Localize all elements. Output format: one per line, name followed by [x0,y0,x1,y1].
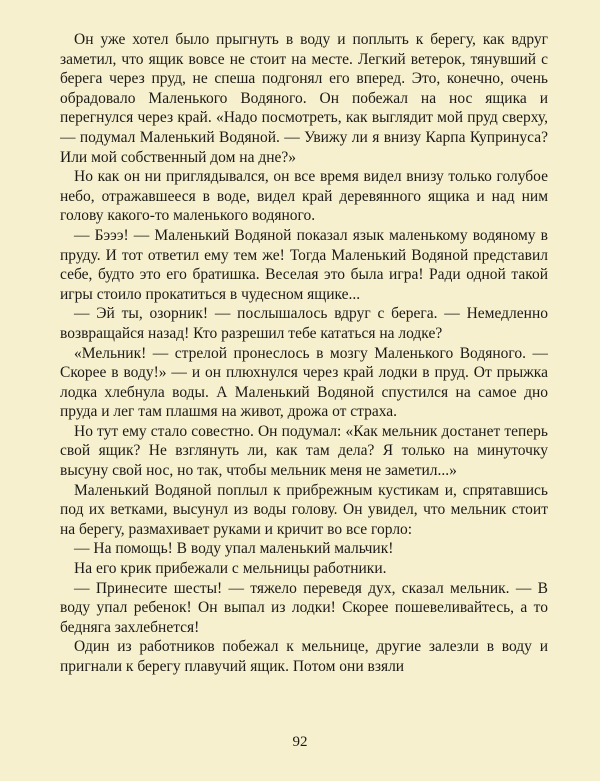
paragraph-1: Он уже хотел было прыгнуть в воду и поплыть к берегу, как вдруг заметил, что ящик вовсе не стоит на месте. Легкий ветерок, тянувший с берега через пруд, не спеша подгонял его вперед. Это, конечно, очень обрадовало Маленького Водяного. Он побежал на нос ящика и перегнулся через край. «Надо посмотреть, как выглядит мой пруд сверху, — подумал Маленький Водяной. — Увижу ли я внизу Карпа Купринуса? Или мой собственный дом на дне?» [60,31,548,166]
paragraph-2: Но как он ни приглядывался, он все время видел внизу только голубое небо, отражавшееся в воде, видел край деревянного ящика и над ним голову какого-то маленького водяного. [60,168,548,225]
paragraph-4: — Эй ты, озорник! — послышалось вдруг с берега. — Немедленно возвращайся назад! Кто разрешил тебе кататься на лодке? [60,305,548,342]
paragraph-6: Но тут ему стало совестно. Он подумал: «Как мельник достанет теперь свой ящик? Не взглянуть ли, как там дела? Я только на минуточку высуну свой нос, но так, чтобы мельник меня не заметил...» [60,422,548,480]
paragraph-8: — На помощь! В воду упал маленький мальчик! [74,540,394,558]
paragraph-7: Маленький Водяной поплыл к прибрежным кустикам и, спрятавшись под их ветками, высунул из воды голову. Он увидел, что мельник стоит на берегу, размахивает руками и кричит во все горло: [60,481,548,538]
paragraph-9: На его крик прибежали с мельницы работники. [74,560,387,578]
paragraph-11: Один из работников побежал к мельнице, другие залезли в воду и пригнали к берегу плавучий ящик. Потом они взяли [60,638,548,675]
paragraph-3: — Бэээ! — Маленький Водяной показал язык маленькому водяному в пруду. И тот ответил ему тем же! Тогда Маленький Водяной представил себе, будто это его братишка. Веселая это была игра! Ради одной такой игры стоило прокатиться в чудесном ящике... [60,226,548,303]
paragraph-10: — Принесите шесты! — тяжело переведя дух, сказал мельник. — В воду упал ребенок! Он выпал из лодки! Скорее пошевеливайтесь, а то бедняга захлебнется! [60,579,548,636]
page-number: 92 [292,734,308,750]
book-page-text [60,30,548,730]
paragraph-5: «Мельник! — стрелой пронеслось в мозгу Маленького Водяного. — Скорее в воду!» — и он плюхнулся через край лодки в пруд. От прыжка лодка хлебнула воды. А Маленький Водяной спустился на самое дно пруда и лег там плашмя на живот, дрожа от страха. [60,344,548,421]
